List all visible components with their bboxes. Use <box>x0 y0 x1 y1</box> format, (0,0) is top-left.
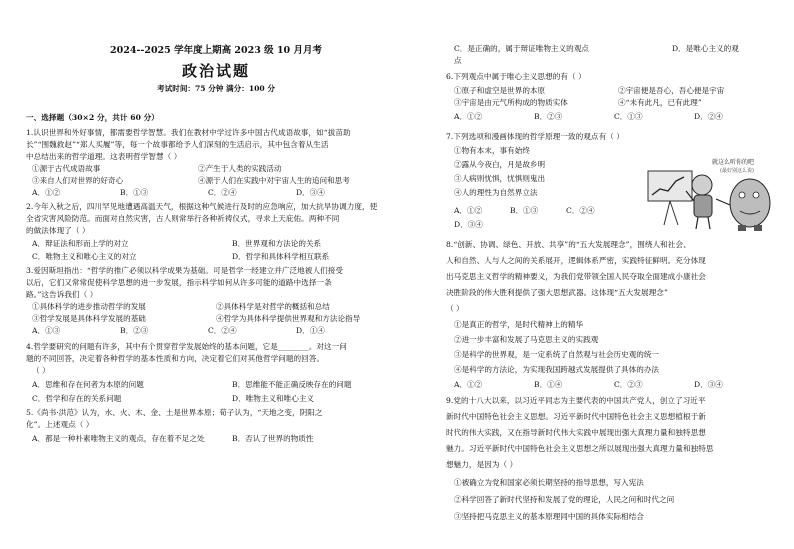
q2-choice-d: D．哲学和具体科学相互联系 <box>232 252 330 261</box>
q8-line-5: （ ） <box>446 304 464 313</box>
cartoon-svg <box>642 155 778 233</box>
subject-title: 政治试题 <box>181 62 250 80</box>
q9-statement-2: ②科学回答了新时代坚持和发展了党的理论，人民之问和时代之问 <box>454 495 675 504</box>
exam-meta: 考试时间：75 分钟 满分：100 分 <box>157 84 275 93</box>
q6-statement-4: ④“未有此凡，已有此理” <box>618 98 702 107</box>
q5-line-2: 化”。上述观点（ ） <box>26 420 94 429</box>
cartoon-illustration <box>642 155 778 233</box>
q6-choice-d: D．②④ <box>694 112 723 121</box>
q4-line-2: 题的不同回答，决定着各种哲学的基本性质和方向，决定着它们对其他哲学问题的回答。 <box>26 354 325 363</box>
q6-statement-1: ①原子和虚空是世界的本原 <box>454 86 546 95</box>
q5-line-1: 5.《尚书·洪范》认为，水、火、木、金、土是世界本原；荀子认为，“天地之变，阴阳之 <box>26 408 323 417</box>
q4-line-1: 4.哲学要研究的问题有许多，其中有个贯穿哲学发展始终的基本问题，它是________。对这一问 <box>26 342 347 351</box>
q1-choice-a: A．①② <box>32 188 61 197</box>
q4-line-3: （ ） <box>32 366 50 375</box>
exam-title: 2024--2025 学年度上期高 2023 级 10 月月考 <box>110 45 322 56</box>
q2-line-1: 2.今年入秋之后，四川罕见地遭遇高温天气，根据这种气候进行及时的应急响应，加大抗旱协调力度，使 <box>26 202 378 211</box>
q3-choice-c: C．②④ <box>208 326 237 335</box>
q2-choice-a: A．辩证法和形而上学的对立 <box>32 239 129 248</box>
q4-choice-c: C．哲学和存在的关系问题 <box>32 394 122 403</box>
q9-line-4: 魅力。习近平新时代中国特色社会主义思想之所以展现出强大真理力量和独特思 <box>446 444 714 453</box>
q9-line-2: 新时代中国特色社会主义思想。习近平新时代中国特色社会主义思想植根于新 <box>446 412 706 421</box>
q3-choice-d: D．①④ <box>296 326 325 335</box>
cartoon-banner: 就这么听你的吧 <box>712 159 755 166</box>
q1-statement-1: ①源于古代成语故事 <box>32 164 101 173</box>
q3-line-1: 3.爱因斯坦指出：“哲学的推广必须以科学成果为基础。可是哲学一经建立并广泛地被人们接受 <box>26 266 344 275</box>
q1-choice-d: D．③④ <box>296 188 325 197</box>
q3-line-3: 路。”这告诉我们（ ） <box>26 290 98 299</box>
q9-line-3: 时代的伟大实践，又在指导新时代伟大实践中展现出强大真理力量和独特思想 <box>446 428 706 437</box>
q2-line-2: 全省灾害风险防范。而面对自然灾害，古人则常举行各种祈祷仪式，寻求上天庇佑。两种不同 <box>26 214 340 223</box>
q1-line-1: 1.认识世界和外好事情，都需要哲学智慧。我们在教材中学过许多中国古代成语故事，如“拔苗助 <box>26 128 351 137</box>
q7-choice-b: B．①③ <box>510 206 539 215</box>
q8-line-2: 人和自然、人与人之间的关系展开，逻辑体系严密，实践特征鲜明。充分体现 <box>446 256 706 265</box>
q5-choice-c: C．是正确的，属于辩证唯物主义的观点 <box>454 44 589 53</box>
q3-statement-4: ④哲学为具体科学提供世界观和方法论指导 <box>216 314 361 323</box>
q5-choice-a: A．都是一种朴素唯物主义的观点，存在着不足之处 <box>32 434 205 443</box>
q6-line-1: 6.下列观点中属于唯心主义思想的有（ ） <box>446 72 586 81</box>
q7-statement-4: ④人的理性为自然界立法 <box>454 188 538 197</box>
q7-statement-1: ①物有本末，事有始终 <box>454 146 530 155</box>
q1-statement-2: ②产生于人类的实践活动 <box>198 164 282 173</box>
q2-choice-c: C．唯物主义和唯心主义的对立 <box>32 252 137 261</box>
q7-choice-d: D．③④ <box>454 220 483 229</box>
q7-statement-3: ③人病则忧惧，忧惧则鬼出 <box>454 174 546 183</box>
q8-statement-2: ②进一步丰富和发展了马克思主义的实践观 <box>454 335 599 344</box>
q5-choice-b: B．否认了世界的物质性 <box>232 434 314 443</box>
q3-line-2: 以后，它们又常常促使科学思想的进一步发展，指示科学如何从许多可能的道路中选择一条 <box>26 278 332 287</box>
q8-statement-4: ④是科学的方法论，为实现我国跨越式发展提供了具体的办法 <box>454 365 660 374</box>
q3-statement-2: ②具体科学是对哲学的概括和总结 <box>216 302 330 311</box>
q3-statement-3: ③哲学发展是具体科学发展的基础 <box>32 314 146 323</box>
q5-choice-d-wrap: 点 <box>454 56 462 65</box>
q8-line-3: 出马克思主义哲学的精神要义，为我们党带领全国人民夺取全面建成小康社会 <box>446 272 706 281</box>
q6-choice-b: B．②③ <box>534 112 563 121</box>
q4-choice-d: D．唯物主义和唯心主义 <box>232 394 315 403</box>
q5-choice-d: D．是唯心主义的观 <box>672 44 739 53</box>
q3-choice-a: A．①③ <box>32 326 61 335</box>
cartoon-subtext: (最好别这么说) <box>720 168 754 174</box>
q8-choice-d: D．③④ <box>694 380 723 389</box>
q9-statement-3: ③坚持把马克思主义的基本原理同中国的具体实际相结合 <box>454 512 644 521</box>
q9-statement-1: ①被确立为党和国家必须长期坚持的指导思想，写入宪法 <box>454 478 644 487</box>
q7-line-1: 7.下列选项和漫画体现的哲学原理一致的观点有（ ） <box>446 132 624 141</box>
q9-line-5: 想魅力，是因为（ ） <box>446 460 518 469</box>
q3-choice-b: B．②③ <box>120 326 149 335</box>
q1-statement-4: ④源于人们在实践中对宇宙人生的追问和思考 <box>198 176 350 185</box>
q6-statement-3: ③宇宙是由元气所构成的物质实体 <box>454 98 568 107</box>
q1-line-2: 长”“围魏救赵”“郑人买履”等，每一个故事都给予人们深刻的生活启示，其中包含着从生活 <box>26 140 329 149</box>
q1-statement-3: ③来自人们对世界的好奇心 <box>32 176 124 185</box>
q6-statement-2: ②宇宙便是吾心，吾心便是宇宙 <box>618 86 725 95</box>
q8-line-4: 决胜阶段的伟大胜利提供了强大思想武器。这体现“五大发展理念” <box>446 288 668 297</box>
q3-statement-1: ①具体科学的进步推动哲学的发展 <box>32 302 146 311</box>
q8-choice-c: C．②③ <box>614 380 643 389</box>
q6-choice-c: C．①③ <box>614 112 643 121</box>
q8-choice-a: A．①② <box>454 380 483 389</box>
q7-statement-2: ②露从今夜白，月是故乡明 <box>454 160 546 169</box>
q8-choice-b: B．①④ <box>534 380 563 389</box>
q4-choice-a: A．思维和存在何者为本原的问题 <box>32 380 144 389</box>
q2-choice-b: B．世界观和方法论的关系 <box>232 239 322 248</box>
q8-statement-3: ③是科学的世界观，是一定系统了自然观与社会历史观的统一 <box>454 350 660 359</box>
q6-choice-a: A．①② <box>454 112 483 121</box>
q1-line-3: 中总结出来的哲学道理。这表明哲学智慧（ ） <box>26 152 182 161</box>
q1-choice-c: C．②④ <box>208 188 237 197</box>
q9-line-1: 9.党的十八大以来，以习近平同志为主要代表的中国共产党人，创立了习近平 <box>446 396 706 405</box>
q8-line-1: 8.“创新、协调、绿色、开放、共享”的“五大发展理念”，围绕人和社会、 <box>446 240 691 249</box>
q8-statement-1: ①是真正的哲学，是时代精神上的精华 <box>454 320 584 329</box>
q2-line-3: 的做法体现了（ ） <box>26 226 90 235</box>
section-heading: 一、选择题（30×2 分，共计 60 分） <box>26 113 159 122</box>
q7-choice-c: C．②④ <box>566 206 595 215</box>
q1-choice-b: B．①③ <box>120 188 149 197</box>
q7-choice-a: A．①② <box>454 206 483 215</box>
q4-choice-b: B．思维能不能正确反映存在的问题 <box>232 380 352 389</box>
